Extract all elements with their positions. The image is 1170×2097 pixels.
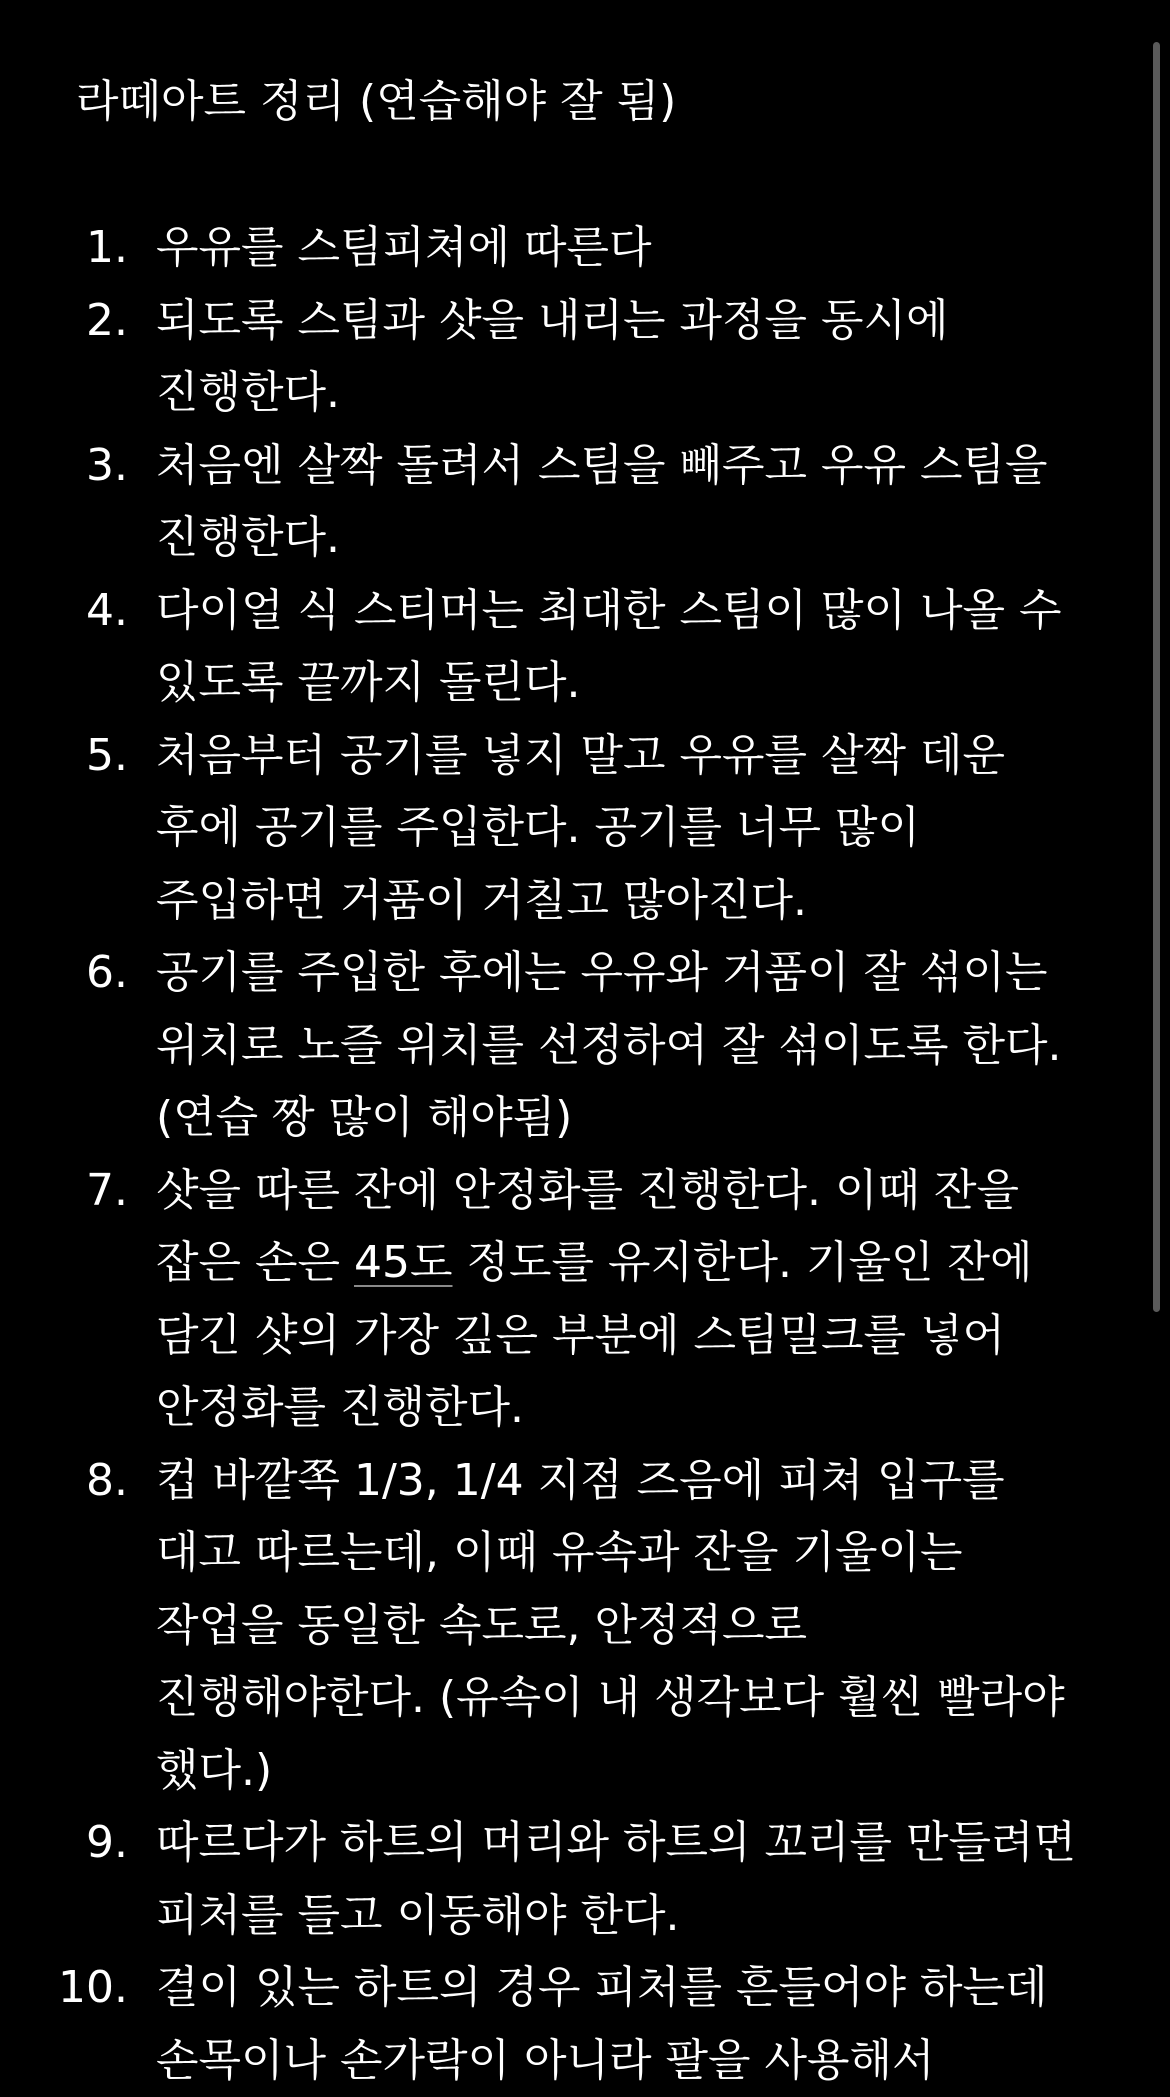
step-text[interactable]: 결이 있는 하트의 경우 피처를 흔들어야 하는데 손목이나 손가락이 아니라 팔을 사용해서	[156, 1962, 1048, 2086]
list-item[interactable]	[0, 1155, 1120, 1445]
step-number: 10.	[58, 1962, 128, 2013]
step-text[interactable]: 처음부터 공기를 넣지 말고 우유를 살짝 데운 후에 공기를 주입한다. 공기를 너무 많이 주입하면 거품이 거칠고 많아진다.	[156, 729, 1005, 926]
step-text-after: 정도를 유지한다. 기울인 잔에 담긴 샷의 가장 깊은 부분에 스팀밀크를 넣어 안정화를 진행한다.	[156, 1237, 1033, 1433]
step-text[interactable]: 공기를 주입한 후에는 우유와 거품이 잘 섞이는 위치로 노즐 위치를 선정하여 잘 섞이도록 한다. (연습 짱 많이 해야됨)	[156, 947, 1062, 1143]
step-number: 2.	[86, 294, 128, 346]
step-number: 7.	[86, 1164, 128, 1216]
step-number: 5.	[86, 729, 128, 781]
step-text[interactable]: 다이얼 식 스티머는 최대한 스팀이 많이 나올 수 있도록 끝까지 돌린다.	[156, 584, 1062, 708]
list-item[interactable]	[0, 575, 1120, 720]
step-text[interactable]: 컵 바깥쪽 1/3, 1/4 지점 즈음에 피쳐 입구를 대고 따르는데, 이때 유속과 잔을 기울이는 작업을 동일한 속도로, 안정적으로 진행해야한다. (유속이 내 생각보다 훨씬 빨라야 했다.)	[156, 1454, 1065, 1796]
step-text-before: 샷을 따른 잔에 안정화를 진행한다. 이때 잔을 잡은 손은	[156, 1164, 1019, 1288]
list-item[interactable]	[0, 212, 1120, 285]
list-item[interactable]	[0, 430, 1120, 575]
list-item[interactable]	[0, 1807, 1120, 1952]
step-text[interactable]: 처음엔 살짝 돌려서 스팀을 빼주고 우유 스팀을 진행한다.	[156, 439, 1048, 563]
step-text[interactable]: 되도록 스팀과 샷을 내리는 과정을 동시에 진행한다.	[156, 294, 949, 418]
note-title[interactable]: 라떼아트 정리 (연습해야 잘 됨)	[76, 76, 677, 127]
step-text[interactable]: 따르다가 하트의 머리와 하트의 꼬리를 만들려면 피처를 들고 이동해야 한다.	[156, 1817, 1077, 1941]
list-item[interactable]	[0, 1952, 1120, 2097]
step-number: 3.	[86, 439, 128, 491]
step-number: 4.	[86, 584, 128, 636]
step-number: 8.	[86, 1454, 128, 1506]
step-text[interactable]: 우유를 스팀피쳐에 따른다	[156, 222, 652, 273]
list-item[interactable]	[0, 937, 1120, 1155]
angle-link[interactable]: 45도	[354, 1237, 453, 1288]
step-text[interactable]	[156, 1155, 1076, 1445]
step-number: 1.	[86, 222, 128, 273]
list-item[interactable]	[0, 1445, 1120, 1808]
step-number: 9.	[86, 1817, 128, 1868]
step-number: 6.	[86, 947, 128, 998]
steps-list	[0, 212, 1120, 2097]
scrollbar[interactable]	[1153, 42, 1160, 1312]
list-item[interactable]	[0, 720, 1120, 938]
list-item[interactable]	[0, 285, 1120, 430]
